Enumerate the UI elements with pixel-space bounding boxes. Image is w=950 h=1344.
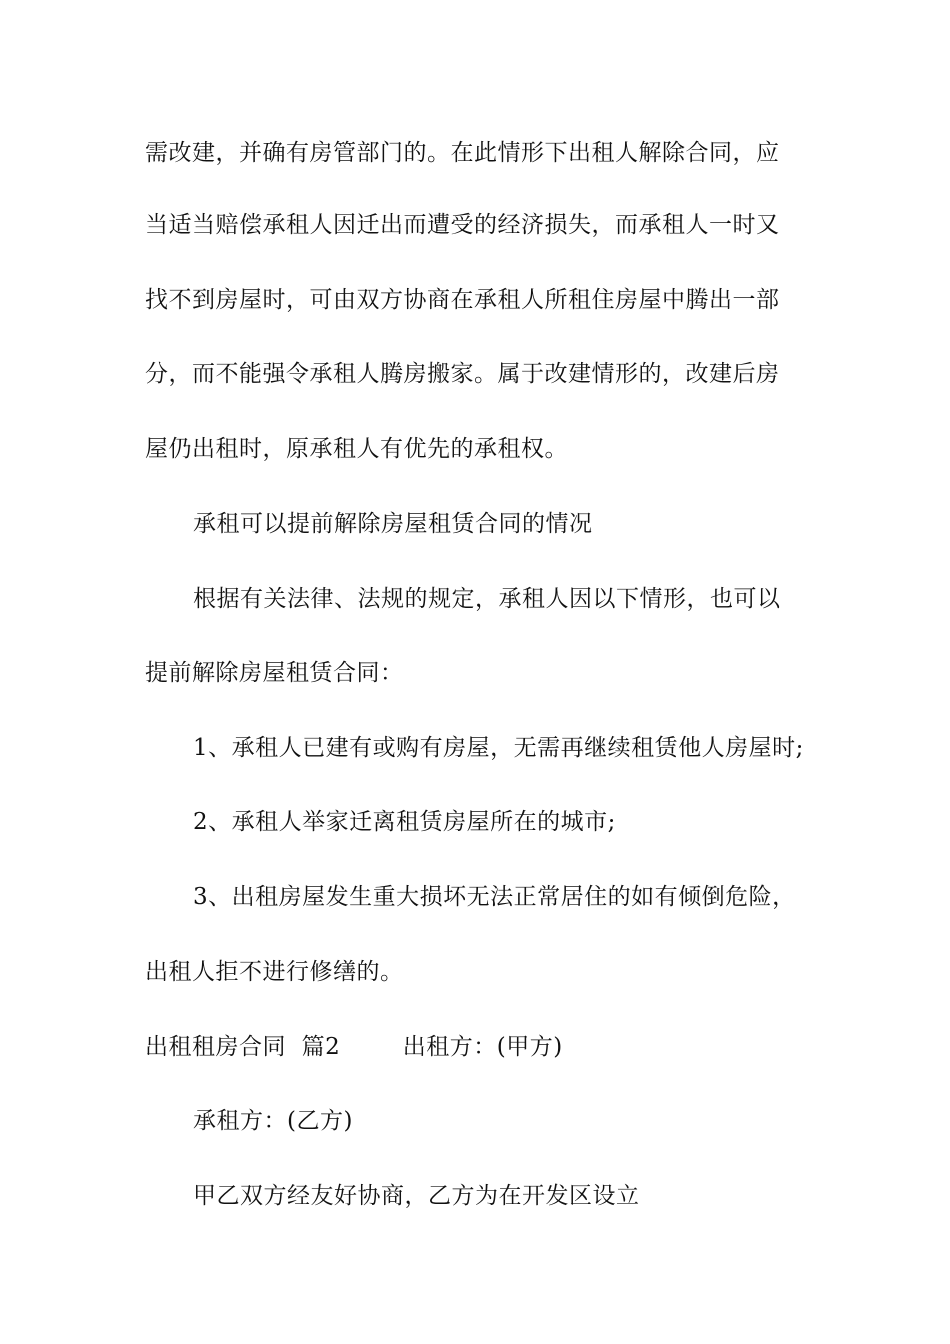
paragraph-line: 找不到房屋时，可由双方协商在承租人所租住房屋中腾出一部 <box>145 287 780 313</box>
party-line: 承租方：(乙方) <box>193 1108 353 1134</box>
list-item: 1、承租人已建有或购有房屋，无需再继续租赁他人房屋时; <box>193 735 804 761</box>
list-item: 2、承租人举家迁离租赁房屋所在的城市; <box>193 809 616 835</box>
contract-title-line: 出租租房合同 篇2 出租方：(甲方) <box>145 1034 563 1060</box>
paragraph-line: 分，而不能强令承租人腾房搬家。属于改建情形的，改建后房 <box>145 361 780 387</box>
paragraph-line: 需改建，并确有房管部门的。在此情形下出租人解除合同，应 <box>145 140 780 166</box>
paragraph-line: 提前解除房屋租赁合同： <box>145 660 404 686</box>
paragraph-line: 根据有关法律、法规的规定，承租人因以下情形，也可以 <box>193 586 781 612</box>
list-item: 3、出租房屋发生重大损坏无法正常居住的如有倾倒危险， <box>193 884 796 910</box>
paragraph-line: 屋仍出租时，原承租人有优先的承租权。 <box>145 436 568 462</box>
paragraph-line: 出租人拒不进行修缮的。 <box>145 959 404 985</box>
paragraph-line: 甲乙双方经友好协商，乙方为在开发区设立 <box>193 1183 640 1209</box>
paragraph-line: 当适当赔偿承租人因迁出而遭受的经济损失，而承租人一时又 <box>145 212 780 238</box>
section-heading: 承租可以提前解除房屋租赁合同的情况 <box>193 511 593 537</box>
